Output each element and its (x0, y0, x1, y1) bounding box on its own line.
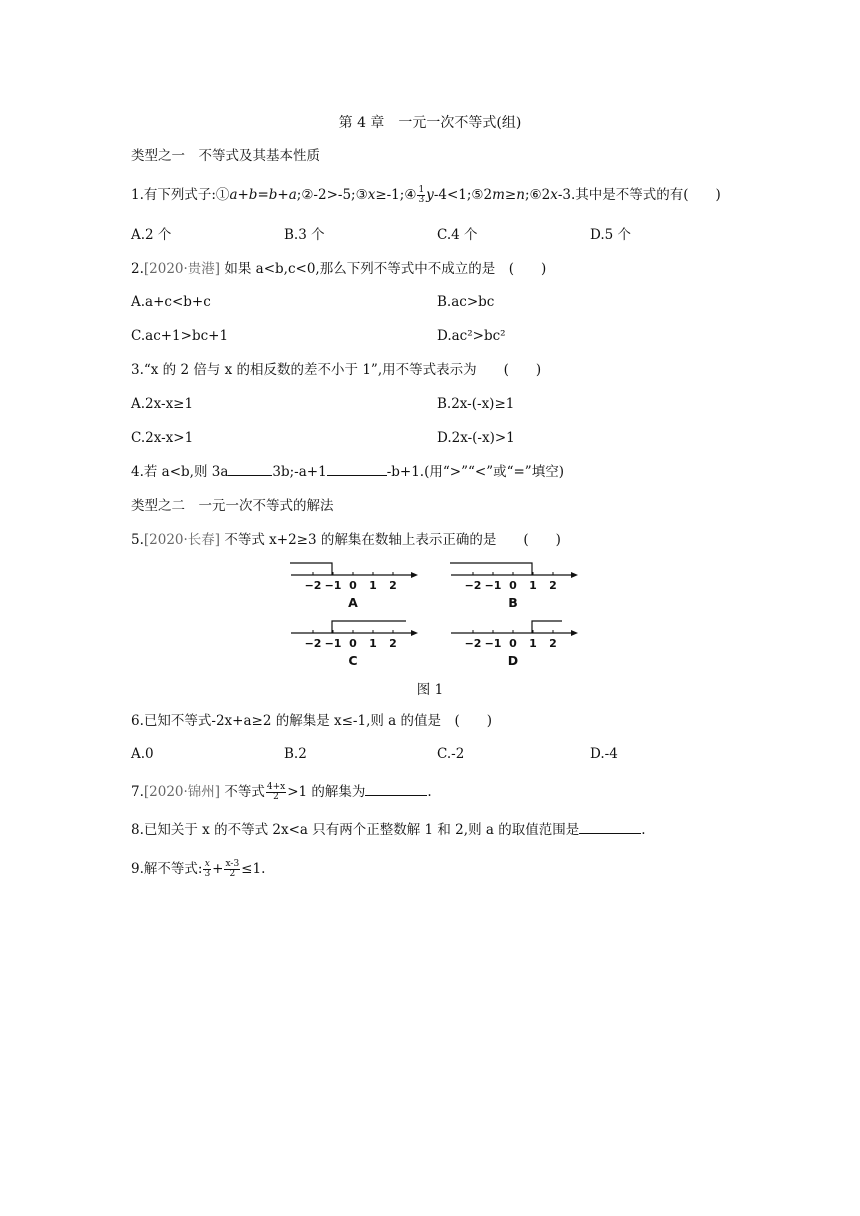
q7-source: [2020·锦州] (143, 784, 221, 800)
q8-blank[interactable] (579, 821, 641, 834)
number-line-arrow (411, 572, 418, 578)
q1-text: ≥ (504, 187, 517, 203)
number-line-tick-label: −2 (464, 579, 482, 592)
number-line-arrow (411, 630, 418, 636)
q3-option-b: B.2x-(-x)≥1 (437, 396, 515, 412)
q2-option-a: A.a+c<b+c (131, 294, 211, 310)
chapter-title: 第 4 章 一元一次不等式(组) (338, 115, 522, 131)
number-line-tick-label: −1 (484, 637, 502, 650)
number-line-tick-label: −2 (304, 637, 322, 650)
number-line-tick-label: 1 (369, 579, 377, 592)
q4-text: -b+1.(用“>”“<”或“=”填空) (386, 464, 564, 480)
number-line-tick-label: −2 (464, 637, 482, 650)
q7-text: >1 的解集为 (287, 784, 366, 800)
q9-text: ≤1. (241, 861, 266, 877)
q1-text: ;⑥2 (524, 187, 551, 203)
q6-option-b: B.2 (284, 746, 307, 762)
number-line-tick-label: −1 (324, 579, 342, 592)
q1-option-c: C.4 个 (437, 227, 478, 243)
q3-option-a: A.2x-x≥1 (131, 396, 194, 412)
question-9 (131, 860, 265, 879)
q6-option-c: C.-2 (437, 746, 465, 762)
q1-text: ;②-2>-5;③ (296, 187, 368, 203)
question-8 (131, 821, 646, 839)
number-line-tick-label: −1 (484, 579, 502, 592)
solution-set-mark (290, 563, 332, 575)
q4-text: 4.若 a<b,则 3a (131, 464, 229, 480)
q1-var: n (516, 187, 525, 203)
q1-option-d: D.5 个 (590, 227, 632, 243)
number-line-tick-label: 0 (349, 637, 357, 650)
number-line-tick-label: −2 (304, 579, 322, 592)
q3-option-c: C.2x-x>1 (131, 430, 194, 446)
number-line-tick-label: −1 (324, 637, 342, 650)
panel-label: C (348, 653, 358, 668)
q9-fraction-1: $\frac{x}{3}$ (204, 859, 211, 879)
q1-option-a: A.2 个 (131, 227, 172, 243)
q1-text: ≥-1;④ (375, 187, 417, 203)
number-line-tick-label: 2 (389, 637, 397, 650)
q1-text: 1.有下列式子:① (131, 187, 230, 203)
q7-blank[interactable] (365, 783, 427, 796)
q2-stem: 如果 a<b,c<0,那么下列不等式中不成立的是 ( ) (220, 261, 547, 277)
panel-label: D (507, 653, 519, 668)
question-6: 6.已知不等式-2x+a≥2 的解集是 x≤-1,则 a 的值是 ( ) (131, 713, 493, 729)
q7-fraction: $\frac{4+x}{2}$ (266, 782, 286, 802)
number-line-tick-label: 0 (509, 637, 517, 650)
q1-option-b: B.3 个 (284, 227, 325, 243)
q7-text: 不等式 (220, 784, 265, 800)
solution-set-mark (532, 621, 562, 633)
number-line-tick-label: 0 (349, 579, 357, 592)
q9-fraction-2: $\frac{x-3}{2}$ (225, 859, 240, 879)
question-3: 3.“x 的 2 倍与 x 的相反数的差不小于 1”,用不等式表示为 ( ) (131, 362, 542, 378)
q1-var: x (367, 187, 376, 203)
q1-fraction: $\frac{1}{3}$ (418, 185, 425, 205)
number-line-tick-label: 1 (369, 637, 377, 650)
number-line-tick-label: 1 (529, 637, 537, 650)
solution-set-mark (450, 563, 532, 575)
q5-stem: 不等式 x+2≥3 的解集在数轴上表示正确的是 ( ) (220, 532, 561, 548)
q2-number: 2. (131, 261, 144, 277)
q1-var: x (550, 187, 558, 203)
solution-set-mark (332, 621, 406, 633)
q5-number: 5. (131, 532, 144, 548)
number-line-tick-label: 2 (549, 579, 557, 592)
q1-var: y (426, 187, 434, 203)
q2-option-b: B.ac>bc (437, 294, 495, 310)
panel-label: A (348, 595, 358, 610)
question-7 (131, 783, 432, 802)
q1-expr-1: a+b=b+a (229, 187, 297, 203)
q6-option-a: A.0 (131, 746, 154, 762)
panel-label: B (508, 595, 518, 610)
q2-option-d: D.ac²>bc² (437, 328, 506, 344)
q1-var: m (492, 187, 505, 203)
section-heading-2: 类型之二 一元一次不等式的解法 (131, 498, 334, 514)
number-line-arrow (571, 630, 578, 636)
q1-text: -4<1;⑤2 (433, 187, 493, 203)
q4-text: 3b;-a+1 (272, 464, 327, 480)
number-line-tick-label: 0 (509, 579, 517, 592)
number-line-tick-label: 2 (389, 579, 397, 592)
number-line-tick-label: 2 (549, 637, 557, 650)
q8-text: . (641, 822, 646, 838)
q9-text: + (212, 861, 224, 877)
q5-source: [2020·长春] (143, 532, 221, 548)
q2-option-c: C.ac+1>bc+1 (131, 328, 229, 344)
q2-source: [2020·贵港] (143, 261, 221, 277)
number-line-tick-label: 1 (529, 579, 537, 592)
number-line-arrow (571, 572, 578, 578)
q7-text: . (427, 784, 432, 800)
q8-stem: 8.已知关于 x 的不等式 2x<a 只有两个正整数解 1 和 2,则 a 的取值范围是 (131, 822, 580, 838)
section-heading-1: 类型之一 不等式及其基本性质 (131, 148, 320, 164)
q9-text: 9.解不等式: (131, 861, 203, 877)
q7-number: 7. (131, 784, 144, 800)
q1-text: -3.其中是不等式的有( ) (557, 187, 721, 203)
figure-caption: 图 1 (416, 682, 444, 698)
q6-option-d: D.-4 (590, 746, 618, 762)
q3-option-d: D.2x-(-x)>1 (437, 430, 515, 446)
